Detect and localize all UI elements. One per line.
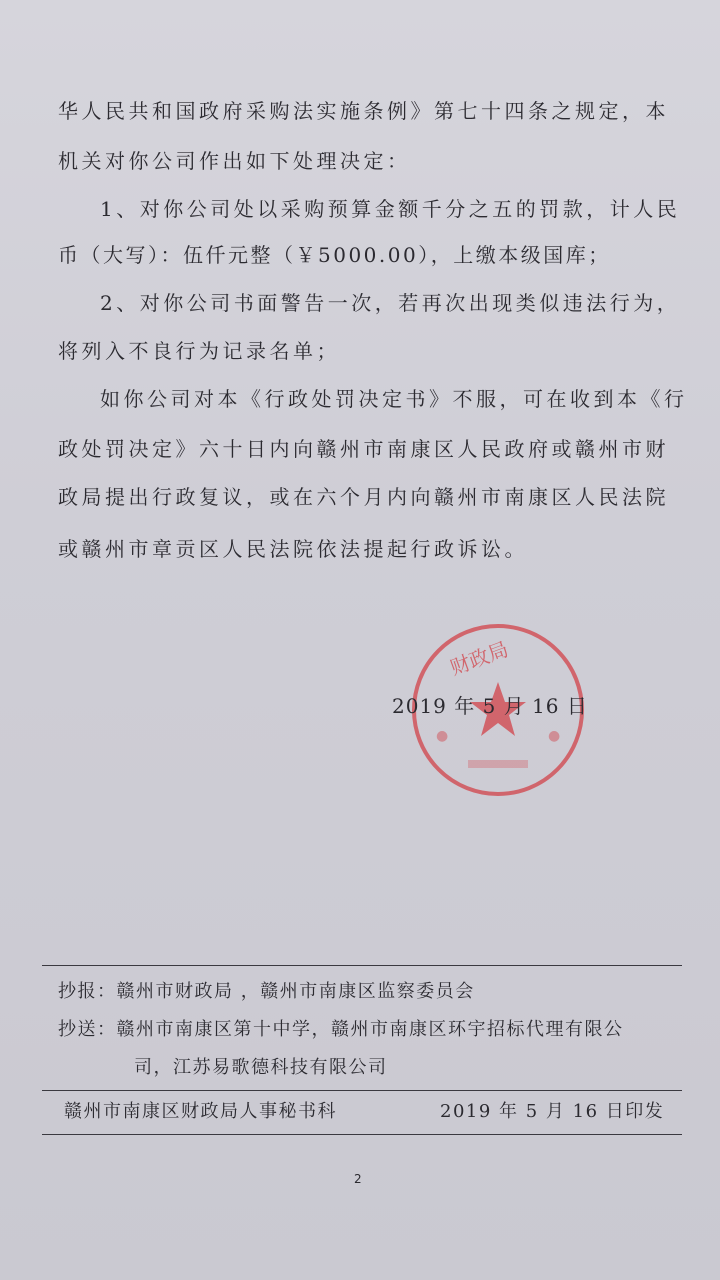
svg-text:●: ● <box>436 728 449 744</box>
issue-date: 2019 年 5 月 16 日印发 <box>440 1101 665 1122</box>
issuer: 赣州市南康区财政局人事秘书科 <box>64 1101 337 1122</box>
svg-text:●: ● <box>548 728 561 744</box>
body-line-8: 政处罚决定》六十日内向赣州市南康区人民政府或赣州市财 <box>58 437 669 461</box>
body-line-6: 将列入不良行为记录名单； <box>58 339 340 363</box>
footer-top-rule <box>42 965 682 966</box>
footer-middle-rule <box>42 1090 682 1091</box>
body-line-7: 如你公司对本《行政处罚决定书》不服，可在收到本《行 <box>100 387 688 411</box>
footer-bottom-rule <box>42 1134 682 1135</box>
body-line-3: 1、对你公司处以采购预算金额千分之五的罚款，计人民 <box>100 197 681 221</box>
body-line-10: 或赣州市章贡区人民法院依法提起行政诉讼。 <box>58 537 528 561</box>
cc-send-line-2: 司，江苏易歌德科技有限公司 <box>134 1057 388 1078</box>
cc-send-line-1: 抄送：赣州市南康区第十中学，赣州市南康区环宇招标代理有限公 <box>58 1019 624 1040</box>
body-line-5: 2、对你公司书面警告一次，若再次出现类似违法行为， <box>100 291 681 315</box>
body-line-4: 币（大写）：伍仟元整（￥5000.00），上缴本级国库； <box>58 243 611 267</box>
page-number: 2 <box>354 1172 362 1186</box>
body-line-9: 政局提出行政复议，或在六个月内向赣州市南康区人民法院 <box>58 485 669 509</box>
body-line-2: 机关对你公司作出如下处理决定： <box>58 149 411 173</box>
signature-date: 2019 年 5 月 16 日 <box>392 694 588 718</box>
body-line-1: 华人民共和国政府采购法实施条例》第七十四条之规定，本 <box>58 99 669 123</box>
svg-text:财政局: 财政局 <box>446 636 512 680</box>
cc-report: 抄报：赣州市财政局 ，赣州市南康区监察委员会 <box>58 981 475 1002</box>
